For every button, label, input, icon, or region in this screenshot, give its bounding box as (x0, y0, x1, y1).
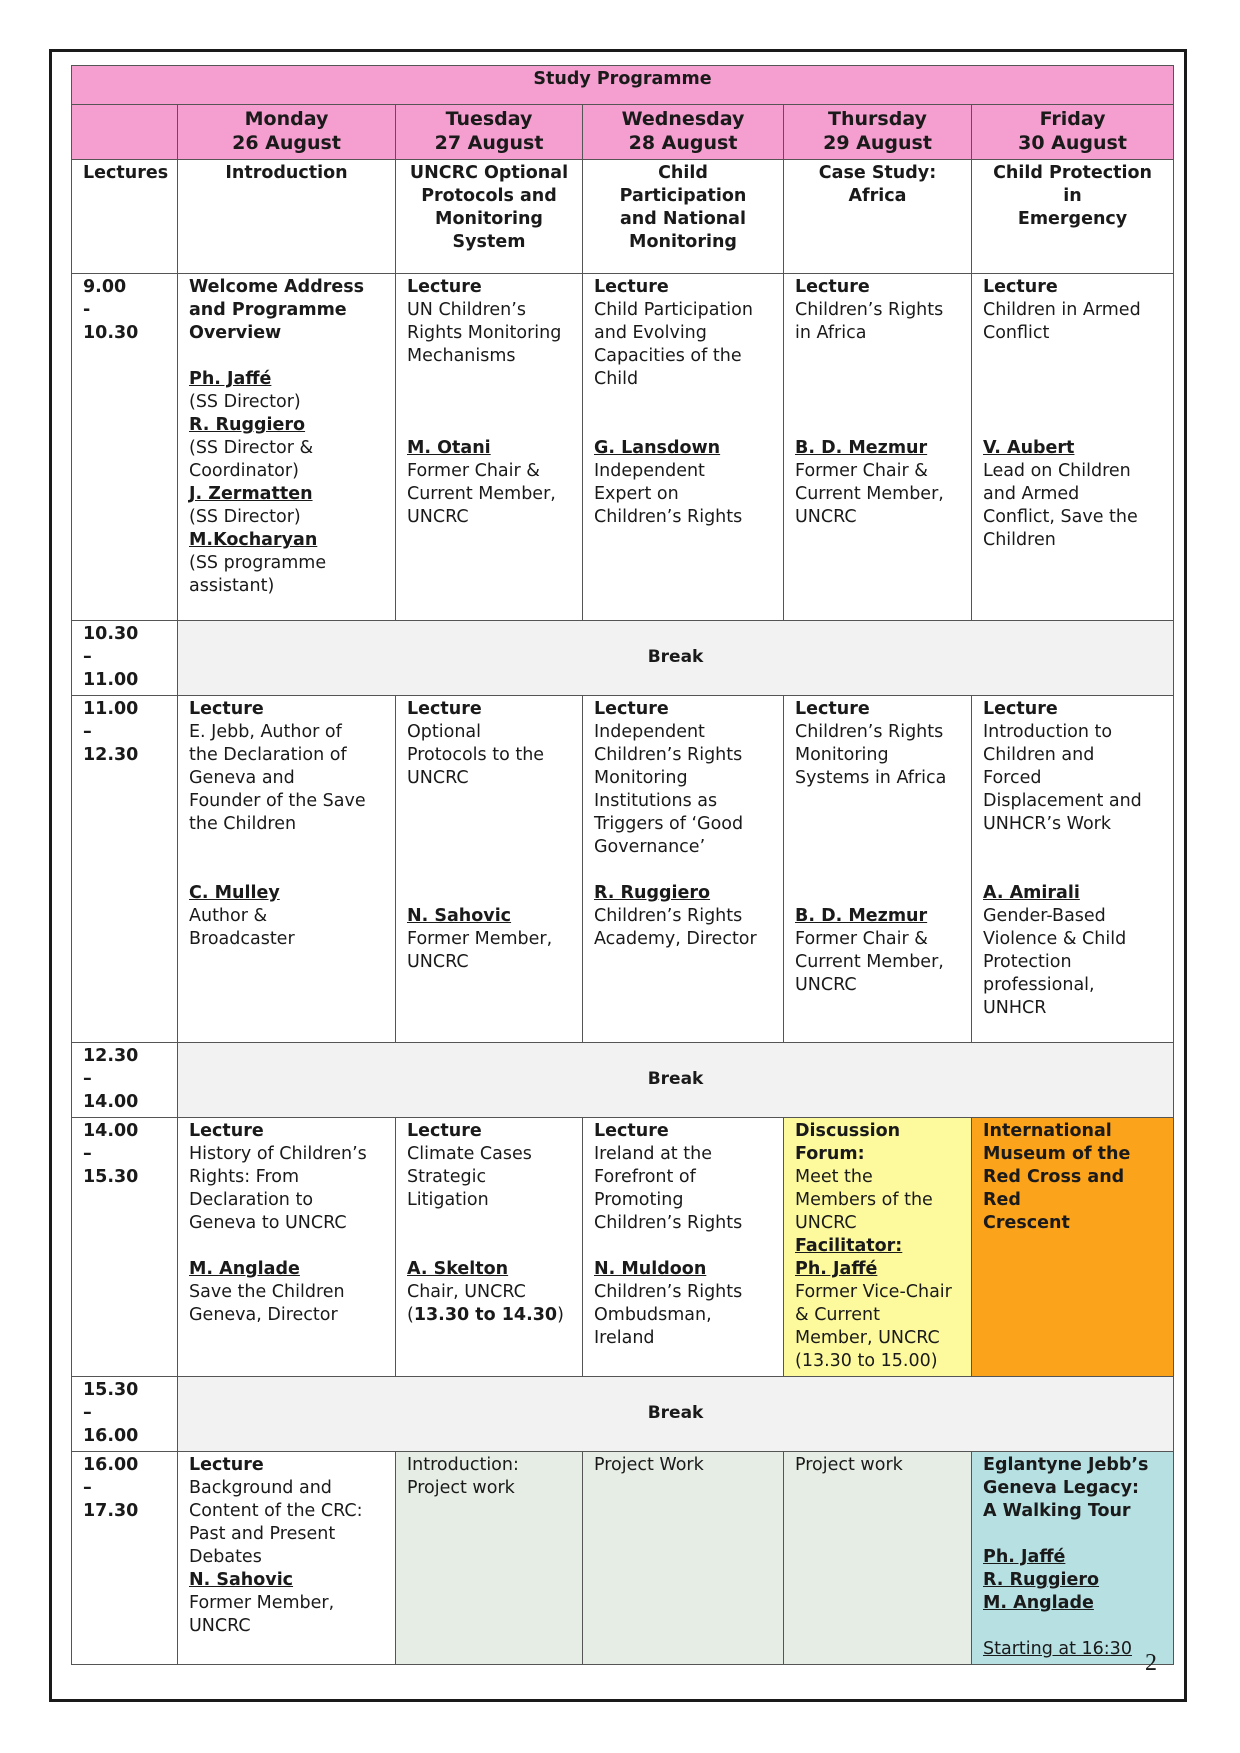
time-slot-2: 11.00 – 12.30 (72, 696, 178, 1043)
topic-friday: Child Protection in Emergency (972, 160, 1174, 274)
day-header-row (72, 105, 1174, 160)
session-cell: Lecture Child Participation and Evolving Capacities of the Child G. Lansdown Independent Expert on Children’s Rights (583, 274, 784, 621)
session-row-1 (72, 274, 1174, 621)
break-row-1 (72, 621, 1174, 696)
project-work-cell: Project work (784, 1452, 972, 1665)
session-cell: Lecture Ireland at the Forefront of Promoting Children’s Rights N. Muldoon Children’s Rights Ombudsman, Ireland (583, 1118, 784, 1377)
session-cell: Lecture E. Jebb, Author of the Declaration of Geneva and Founder of the Save the Children C. Mulley Author & Broadcaster (178, 696, 396, 1043)
session-cell: Lecture Children’s Rights Monitoring Systems in Africa B. D. Mezmur Former Chair & Current Member, UNCRC (784, 696, 972, 1043)
time-header (72, 105, 178, 160)
session-cell: Lecture Optional Protocols to the UNCRC N. Sahovic Former Member, UNCRC (396, 696, 583, 1043)
speaker-name: M. Anglade (983, 1593, 1094, 1613)
speaker-name: J. Zermatten (189, 484, 313, 504)
day-header-monday: Monday 26 August (178, 105, 396, 160)
speaker-name: R. Ruggiero (189, 415, 306, 435)
speaker-name: A. Amirali (983, 883, 1080, 903)
topic-wednesday: Child Participation and National Monitoring (583, 160, 784, 274)
speaker-name: M. Anglade (189, 1259, 300, 1279)
speaker-name: N. Sahovic (407, 906, 512, 926)
page-number: 2 (1145, 1650, 1157, 1676)
session-cell: Lecture Background and Content of the CRC: Past and Present Debates N. Sahovic Former Member, UNCRC (178, 1452, 396, 1665)
session-cell: Lecture Climate Cases Strategic Litigation A. Skelton Chair, UNCRC (13.30 to 14.30) (396, 1118, 583, 1377)
time-slot-break-1: 10.30 – 11.00 (72, 621, 178, 696)
time-slot-4: 16.00 – 17.30 (72, 1452, 178, 1665)
speaker-name: N. Sahovic (189, 1570, 294, 1590)
break-label: Break (178, 1377, 1174, 1452)
table-title: Study Programme (72, 66, 1174, 105)
day-header-tuesday: Tuesday 27 August (396, 105, 583, 160)
lectures-label: Lectures (72, 160, 178, 274)
topic-monday: Introduction (178, 160, 396, 274)
discussion-forum-cell: Discussion Forum: Meet the Members of the UNCRC Facilitator: Ph. Jaffé Former Vice-Chair & Current Member, UNCRC (13.30 to 15.00) (784, 1118, 972, 1377)
session-row-4 (72, 1452, 1174, 1665)
session-cell: Lecture Children in Armed Conflict V. Aubert Lead on Children and Armed Conflict, Save the Children (972, 274, 1174, 621)
speaker-name: R. Ruggiero (983, 1570, 1100, 1590)
speaker-name: B. D. Mezmur (795, 438, 928, 458)
speaker-name: B. D. Mezmur (795, 906, 928, 926)
museum-visit-cell: International Museum of the Red Cross and Red Crescent (972, 1118, 1174, 1377)
session-cell: Lecture UN Children’s Rights Monitoring Mechanisms M. Otani Former Chair & Current Member, UNCRC (396, 274, 583, 621)
speaker-name: A. Skelton (407, 1259, 509, 1279)
speaker-name: Ph. Jaffé (983, 1547, 1066, 1567)
session-cell: Lecture Introduction to Children and Forced Displacement and UNHCR’s Work A. Amirali Gender-Based Violence & Child Protection professional, UNHCR (972, 696, 1174, 1043)
project-work-cell: Project Work (583, 1452, 784, 1665)
break-row-2 (72, 1043, 1174, 1118)
session-cell: Lecture Children’s Rights in Africa B. D. Mezmur Former Chair & Current Member, UNCRC (784, 274, 972, 621)
session-cell: Lecture Independent Children’s Rights Monitoring Institutions as Triggers of ‘Good Governance’ R. Ruggiero Children’s Rights Academy, Director (583, 696, 784, 1043)
walking-tour-cell: Eglantyne Jebb’s Geneva Legacy: A Walking Tour Ph. Jaffé R. Ruggiero M. Anglade Starting at 16:30 (972, 1452, 1174, 1665)
break-label: Break (178, 1043, 1174, 1118)
speaker-name: R. Ruggiero (594, 883, 711, 903)
speaker-name: M.Kocharyan (189, 530, 318, 550)
break-row-3 (72, 1377, 1174, 1452)
study-programme-table (71, 65, 1174, 1665)
speaker-name: Ph. Jaffé (795, 1259, 878, 1279)
speaker-name: C. Mulley (189, 883, 280, 903)
time-slot-1: 9.00 - 10.30 (72, 274, 178, 621)
speaker-name: V. Aubert (983, 438, 1075, 458)
session-cell: Lecture History of Children’s Rights: From Declaration to Geneva to UNCRC M. Anglade Save the Children Geneva, Director (178, 1118, 396, 1377)
speaker-name: N. Muldoon (594, 1259, 707, 1279)
speaker-name: G. Lansdown (594, 438, 721, 458)
time-slot-break-2: 12.30 – 14.00 (72, 1043, 178, 1118)
break-label: Break (178, 621, 1174, 696)
topics-row (72, 160, 1174, 274)
topic-tuesday: UNCRC Optional Protocols and Monitoring System (396, 160, 583, 274)
day-header-friday: Friday 30 August (972, 105, 1174, 160)
session-row-3 (72, 1118, 1174, 1377)
speaker-name: Ph. Jaffé (189, 369, 272, 389)
time-slot-3: 14.00 – 15.30 (72, 1118, 178, 1377)
project-work-cell: Introduction: Project work (396, 1452, 583, 1665)
day-header-thursday: Thursday 29 August (784, 105, 972, 160)
day-header-wednesday: Wednesday 28 August (583, 105, 784, 160)
topic-thursday: Case Study: Africa (784, 160, 972, 274)
time-slot-break-3: 15.30 – 16.00 (72, 1377, 178, 1452)
speaker-name: M. Otani (407, 438, 491, 458)
session-row-2 (72, 696, 1174, 1043)
session-cell: Welcome Address and Programme Overview Ph. Jaffé (SS Director) R. Ruggiero (SS Director & Coordinator) J. Zermatten (SS Director) M.Kocharyan (SS programme assistant) (178, 274, 396, 621)
